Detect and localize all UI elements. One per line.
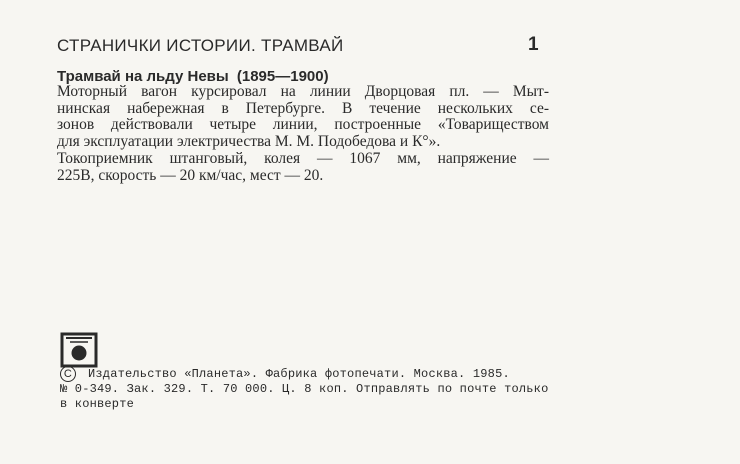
article-years: (1895—1900) — [236, 68, 329, 85]
body-line: для эксплуатации электричества М. М. Подобедова и К°». — [57, 133, 441, 151]
body-line: Токоприемник штанговый, колея — 1067 мм, напряжение — — [57, 149, 549, 167]
series-title: СТРАНИЧКИ ИСТОРИИ. ТРАМВАЙ — [57, 36, 344, 55]
page-number: 1 — [528, 34, 539, 55]
publisher-logo-icon — [60, 332, 98, 368]
body-line: нинская набережная в Петербурге. В течение нескольких се- — [57, 99, 549, 117]
imprint-line-2: № 0-349. Зак. 329. Т. 70 000. Ц. 8 коп. Отправлять по почте только — [60, 382, 549, 396]
imprint — [60, 366, 548, 411]
article-title-text: Трамвай на льду Невы — [57, 68, 229, 85]
copyright-icon: С — [60, 366, 76, 382]
body-line: Моторный вагон курсировал на линии Дворцовая пл. — Мыт- — [57, 83, 549, 100]
imprint-line-3: в конверте — [60, 396, 135, 411]
imprint-publisher: Издательство «Планета». Фабрика фотопечати. Москва. 1985. — [88, 367, 510, 382]
body-line: зонов действовали четыре линии, построенные «Товариществом — [57, 116, 549, 134]
body-line: 225В, скорость — 20 км/час, мест — 20. — [57, 166, 324, 184]
article-body — [57, 84, 549, 184]
imprint-line-1 — [60, 366, 548, 382]
